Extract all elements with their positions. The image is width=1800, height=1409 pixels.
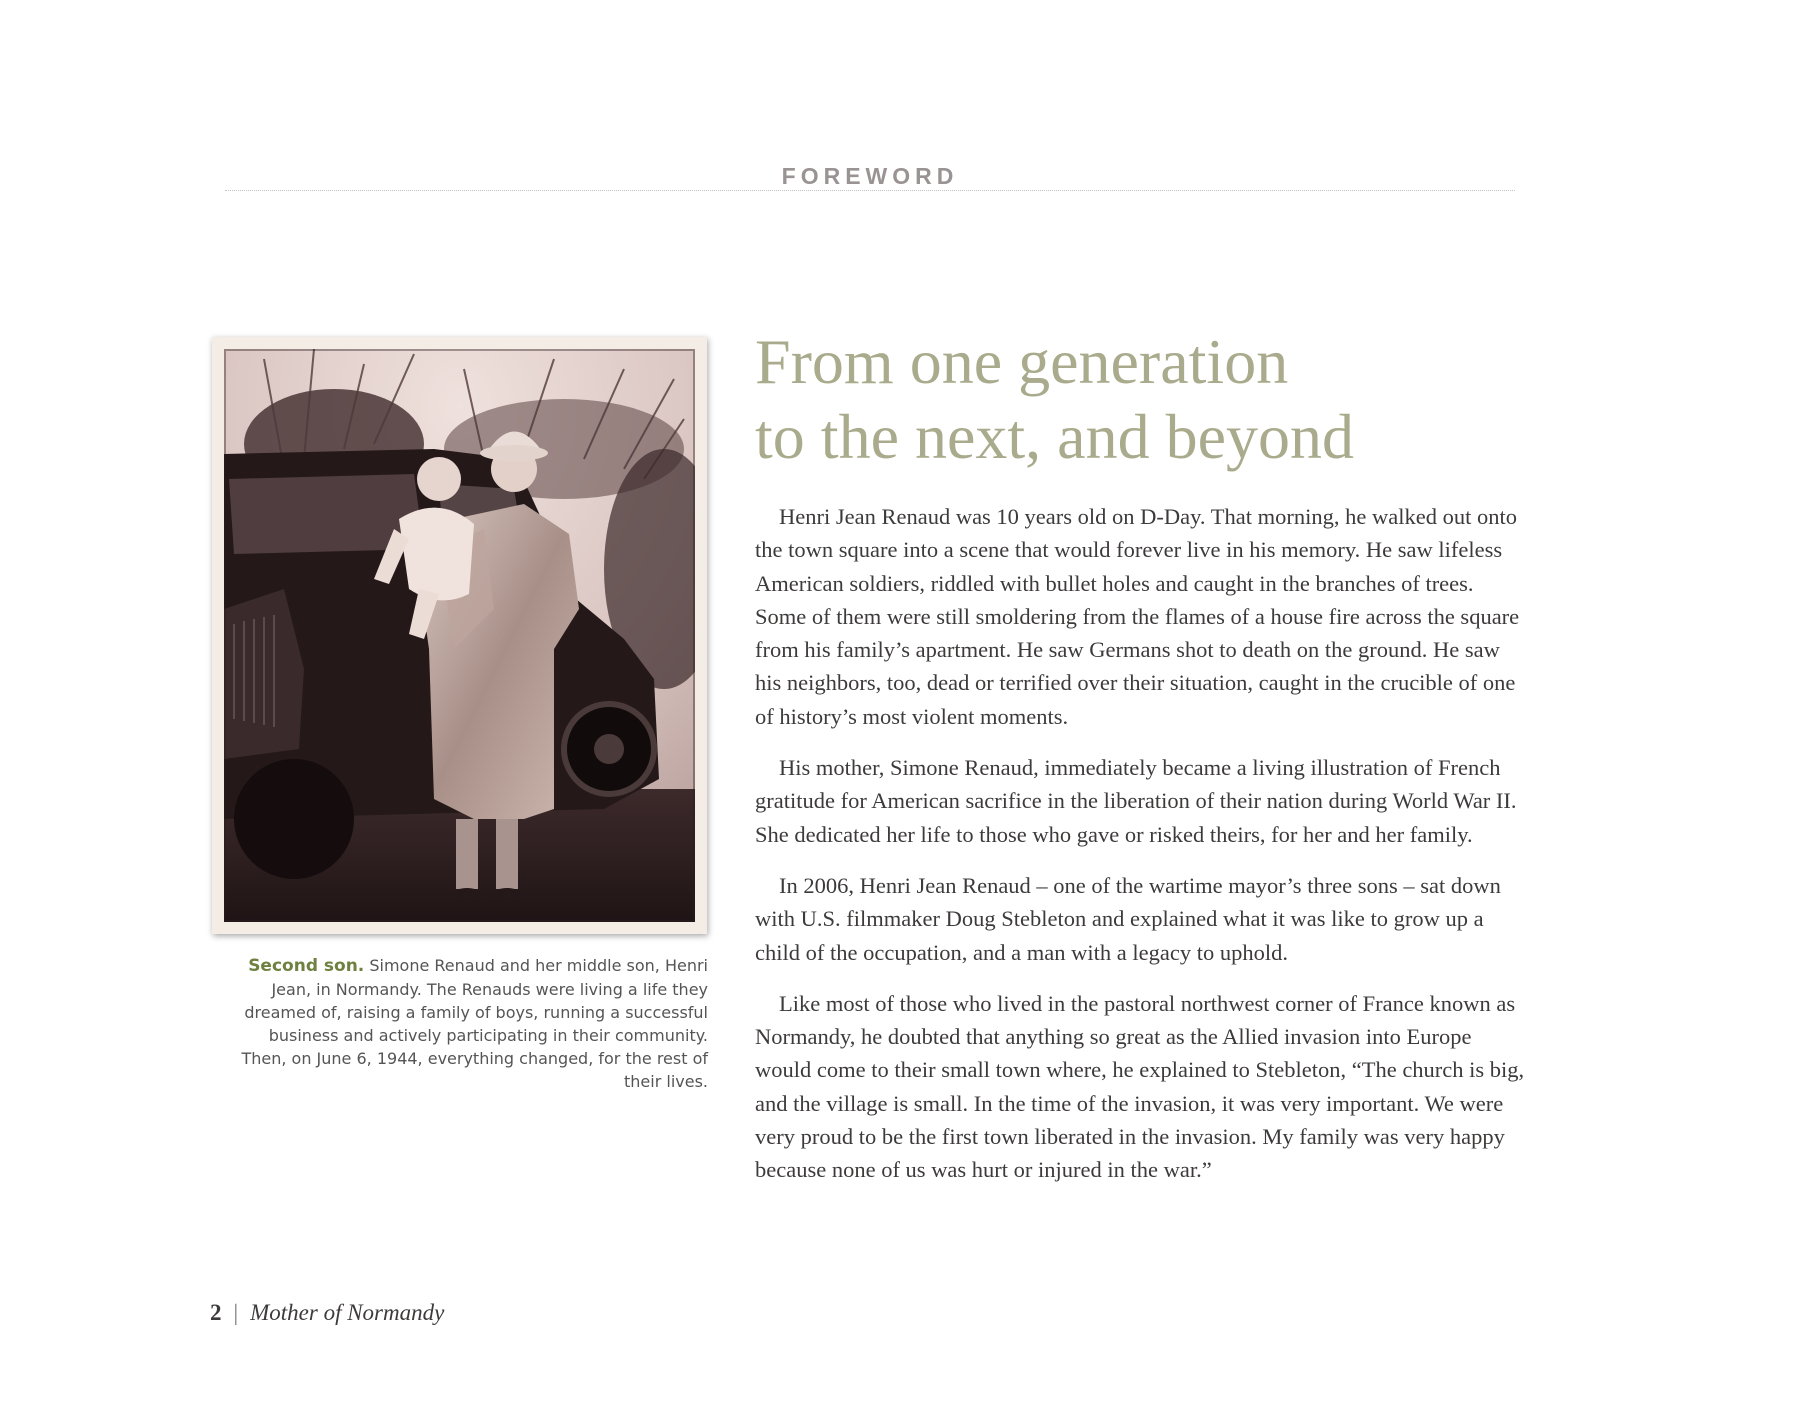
- page-footer: [210, 1300, 444, 1326]
- paragraph-2: His mother, Simone Renaud, immediately became a living illustration of French gratitude for American sacrifice in the liberation of their nation during World War II. She dedicated her life to those who gave or risked theirs, for her and her family.: [755, 755, 1517, 847]
- photo-caption: [240, 954, 708, 1093]
- page-number: 2: [210, 1300, 222, 1325]
- article-body: [755, 500, 1530, 1205]
- section-label: FOREWORD: [781, 163, 959, 189]
- footer-separator: |: [233, 1300, 239, 1325]
- photo-frame: [212, 337, 707, 934]
- heading-line-2: to the next, and beyond: [755, 401, 1354, 472]
- paragraph-4: Like most of those who lived in the pastoral northwest corner of France known as Normandy, he doubted that anything so great as the Allied invasion into Europe would come to their small town where, he explained to Stebleton, “The church is big, and the village is small. In the time of the invasion, it was very important. We were very proud to be the first town liberated in the invasion. My family was very happy because none of us was hurt or injured in the war.”: [755, 990, 1525, 1183]
- paragraph-1: Henri Jean Renaud was 10 years old on D-Day. That morning, he walked out onto the town square into a scene that would forever live in his memory. He saw lifeless American soldiers, riddled with bullet holes and caught in the branches of trees. Some of them were still smoldering from the flames of a house fire across the square from his family’s apartment. He saw Germans shot to death on the ground. He saw his neighbors, too, dead or terrified over their situation, caught in the crucible of one of history’s most violent moments.: [755, 504, 1520, 729]
- paragraph-3: In 2006, Henri Jean Renaud – one of the wartime mayor’s three sons – sat down with U.S. filmmaker Doug Stebleton and explained what it was like to grow up a child of the occupation, and a man with a legacy to uphold.: [755, 872, 1501, 965]
- article-heading: [755, 324, 1515, 474]
- caption-lead: Second son.: [248, 956, 365, 976]
- caption-text: Simone Renaud and her middle son, Henri Jean, in Normandy. The Renauds were living a life they dreamed of, raising a family of boys, running a successful business and actively participating in their community. Then, on June 6, 1944, everything changed, for the rest of their lives.: [241, 956, 708, 1091]
- header-rule: [225, 190, 1515, 191]
- photo-mother-and-son: [224, 349, 695, 922]
- heading-line-1: From one generation: [755, 326, 1289, 397]
- book-title: Mother of Normandy: [250, 1300, 445, 1325]
